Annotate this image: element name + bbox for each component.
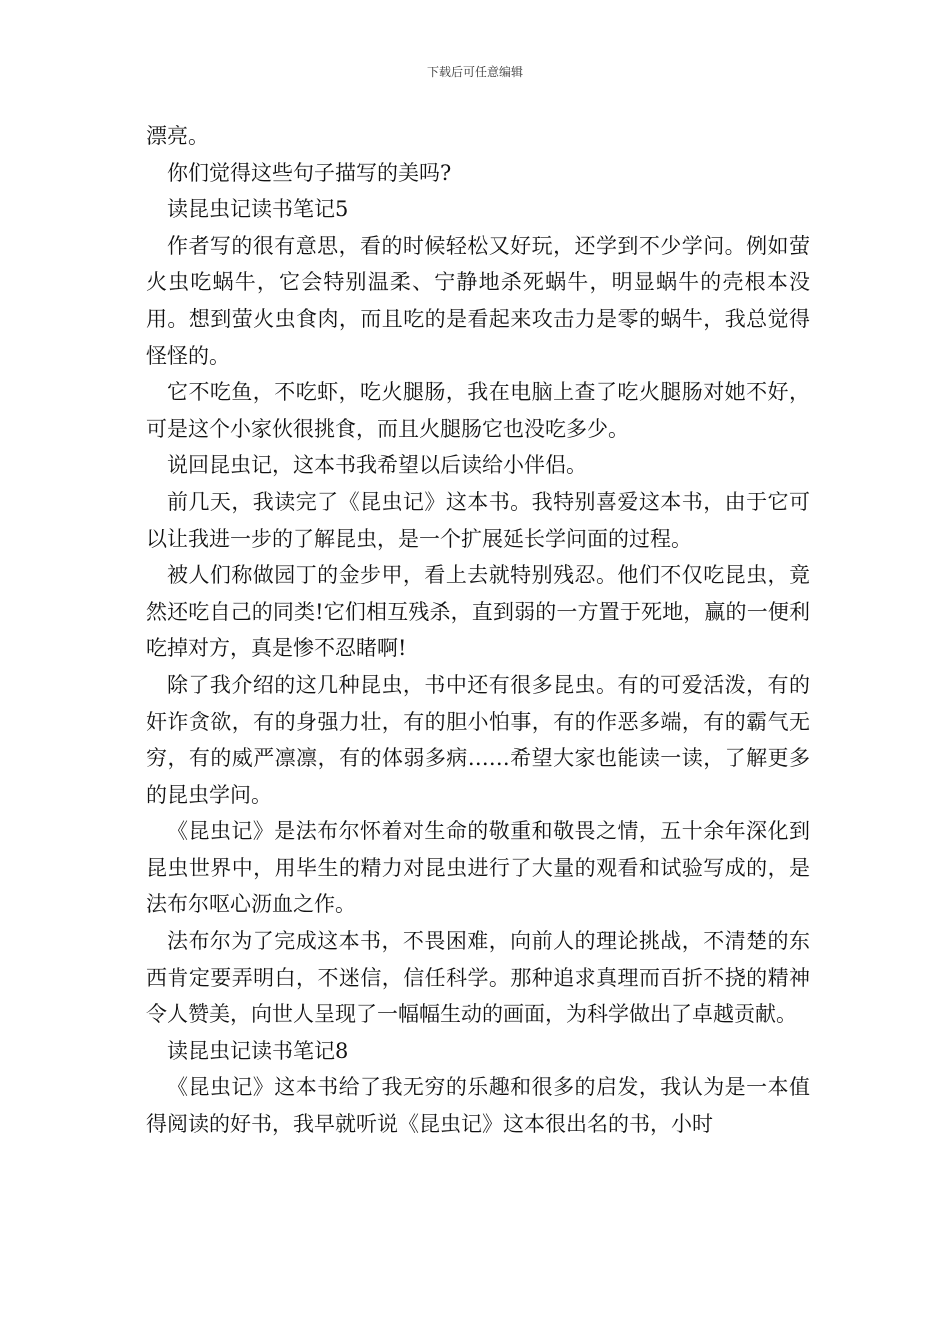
paragraph: 被人们称做园丁的金步甲，看上去就特别残忍。他们不仅吃昆虫，竟然还吃自己的同类!它们相互残杀，直到弱的一方置于死地，赢的一便利吃掉对方，真是惨不忍睹啊! bbox=[146, 563, 810, 661]
paragraph: 说回昆虫记，这本书我希望以后读给小伴侣。 bbox=[167, 453, 587, 478]
paragraph: 前几天，我读完了《昆虫记》这本书。我特别喜爱这本书，由于它可以让我进一步的了解昆虫，是一个扩展延长学问面的过程。 bbox=[146, 489, 810, 551]
paragraph: 法布尔为了完成这本书，不畏困难，向前人的理论挑战，不清楚的东西肯定要弄明白，不迷信，信任科学。那种追求真理而百折不挠的精神令人赞美，向世人呈现了一幅幅生动的画面，为科学做出了卓越贡献。 bbox=[146, 929, 810, 1027]
paragraph: 《昆虫记》这本书给了我无穷的乐趣和很多的启发，我认为是一本值得阅读的好书，我早就听说《昆虫记》这本很出名的书，小时 bbox=[146, 1075, 810, 1137]
paragraph: 《昆虫记》是法布尔怀着对生命的敬重和敬畏之情，五十余年深化到昆虫世界中，用毕生的精力对昆虫进行了大量的观看和试验写成的，是法布尔呕心沥血之作。 bbox=[146, 819, 810, 917]
paragraph: 作者写的很有意思，看的时候轻松又好玩，还学到不少学问。例如萤火虫吃蜗牛，它会特别温柔、宁静地杀死蜗牛，明显蜗牛的壳根本没用。想到萤火虫食肉，而且吃的是看起来攻击力是零的蜗牛，我总觉得怪怪的。 bbox=[146, 233, 810, 368]
section-heading: 读昆虫记读书笔记5 bbox=[167, 197, 349, 222]
section-heading: 读昆虫记读书笔记8 bbox=[167, 1038, 349, 1063]
paragraph-continuation: 漂亮。 bbox=[146, 124, 209, 148]
paragraph: 除了我介绍的这几种昆虫，书中还有很多昆虫。有的可爱活泼，有的奸诈贪欲，有的身强力壮，有的胆小怕事，有的作恶多端，有的霸气无穷，有的威严凛凛，有的体弱多病……希望大家也能读一读，了解更多的昆虫学问。 bbox=[146, 672, 810, 807]
paragraph: 你们觉得这些句子描写的美吗? bbox=[167, 160, 452, 185]
document-body bbox=[146, 118, 810, 1143]
paragraph: 它不吃鱼，不吃虾，吃火腿肠，我在电脑上查了吃火腿肠对她不好，可是这个小家伙很挑食，而且火腿肠它也没吃多少。 bbox=[146, 380, 810, 441]
page-header: 下载后可任意编辑 bbox=[426, 65, 523, 79]
